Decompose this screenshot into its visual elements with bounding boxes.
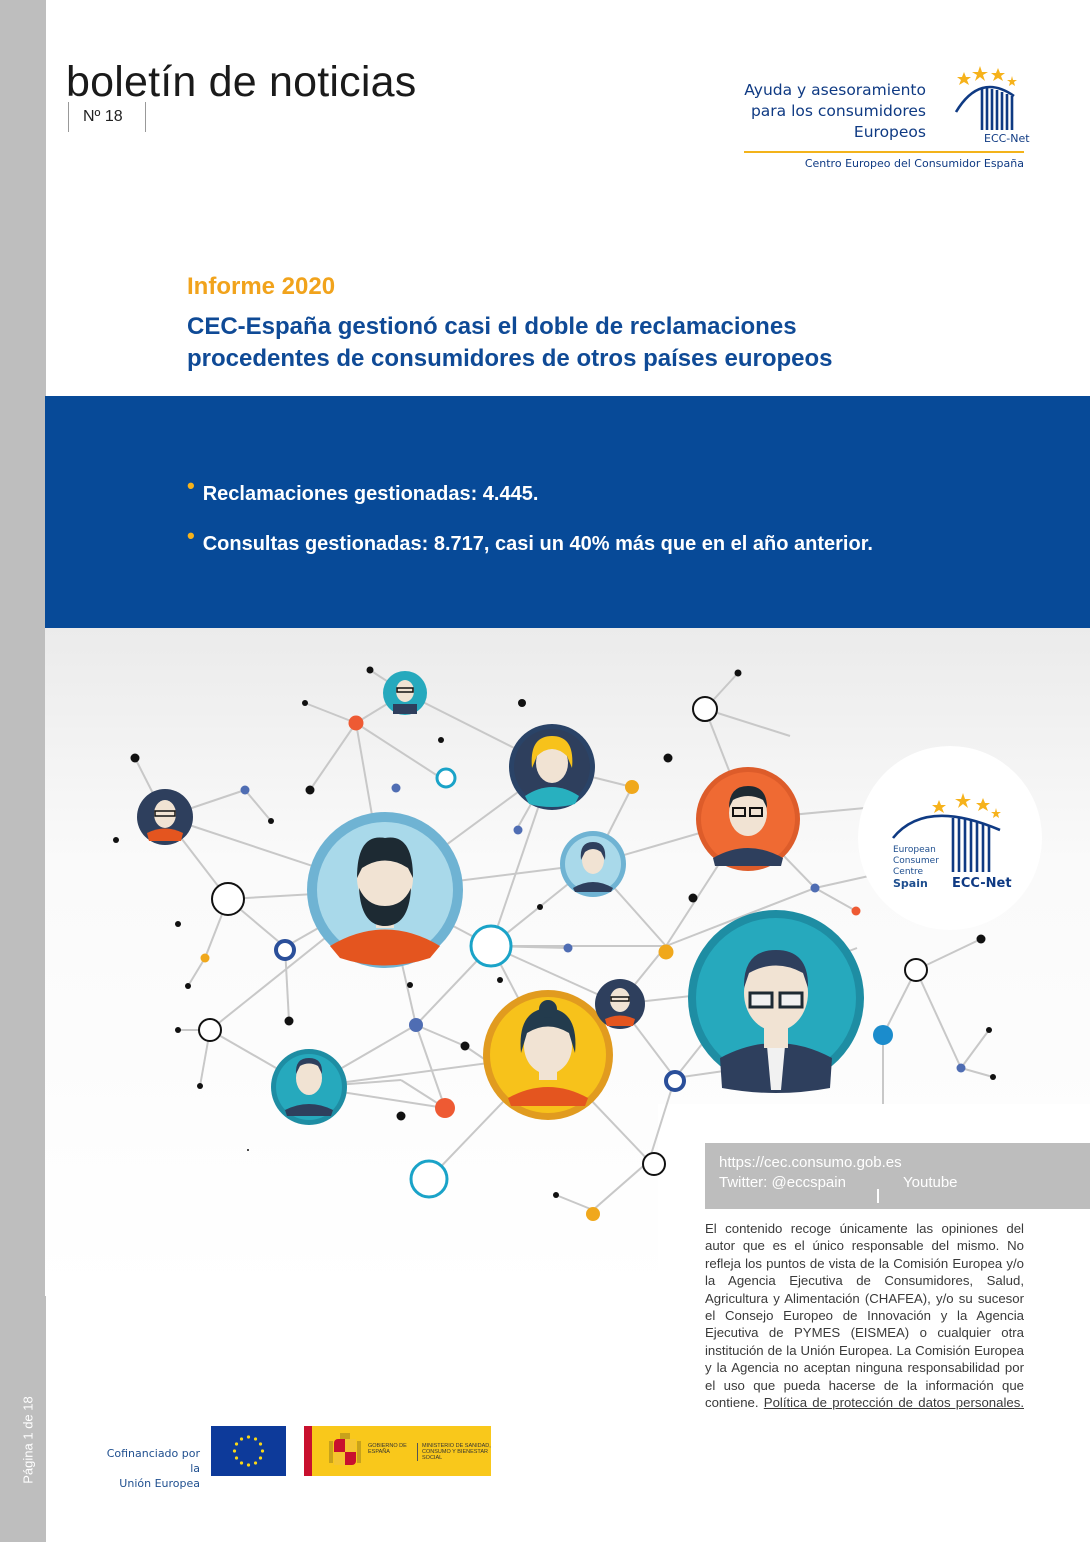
spain-government-logo <box>304 1426 491 1476</box>
logo-subtitle: Centro Europeo del Consumidor España <box>804 157 1024 170</box>
page-number: Página 1 de 18 <box>20 1396 36 1484</box>
contact-box <box>705 1143 1090 1209</box>
avatar-man-bottom <box>271 1049 347 1125</box>
issue-number: Nº 18 <box>68 102 146 132</box>
badge-line: European <box>893 845 936 855</box>
flag-stripe <box>312 1426 318 1476</box>
youtube-link[interactable]: Youtube <box>903 1174 958 1191</box>
contact-separator <box>877 1189 879 1203</box>
logo-divider <box>744 151 1024 153</box>
badge-line: Centre <box>893 867 924 877</box>
highlight-item <box>187 523 873 556</box>
logo-mark-text: ECC-Net <box>984 132 1030 144</box>
headline-line-1: CEC-España gestionó casi el doble de reclamaciones <box>187 313 797 340</box>
headline-line-2: procedentes de consumidores de otros países europeos <box>187 345 833 372</box>
cofinanced-label <box>96 1446 200 1491</box>
avatar-man-teal-small <box>383 671 427 715</box>
avatar-woman-yellow <box>509 724 595 810</box>
privacy-policy-link[interactable]: Política de protección de datos personales. <box>763 1395 1024 1411</box>
gov-name: GOBIERNO DE ESPAÑA <box>368 1443 407 1455</box>
cofinanced-line: Cofinanciado por la <box>106 1447 200 1475</box>
eu-flag-icon <box>211 1426 286 1476</box>
side-strip <box>0 0 46 1542</box>
disclaimer <box>705 1220 1024 1411</box>
logo-line-2: para los consumidores <box>750 102 926 120</box>
logo-line-1: Ayuda y asesoramiento <box>744 81 926 99</box>
badge-line: Consumer <box>893 856 939 866</box>
badge-country: Spain <box>893 877 928 890</box>
badge-text <box>893 845 939 889</box>
newsletter-title: boletín de noticias <box>66 58 417 106</box>
website-link[interactable]: https://cec.consumo.gob.es <box>719 1154 902 1171</box>
avatar-man-mid <box>595 979 645 1029</box>
highlight-text: Reclamaciones gestionadas: 4.445. <box>202 483 539 505</box>
twitter-link[interactable]: Twitter: @eccspain <box>719 1174 846 1191</box>
avatar-woman-orange <box>483 990 613 1120</box>
bullet-icon: • <box>187 473 195 498</box>
highlight-text: Consultas gestionadas: 8.717, casi un 40% más que en el año anterior. <box>202 533 873 555</box>
badge-mark: ECC-Net <box>952 876 1012 891</box>
ecc-spain-badge <box>858 746 1042 930</box>
highlights-band <box>45 396 1090 628</box>
avatar-left-small <box>137 789 193 845</box>
ecc-logo-text <box>744 80 926 143</box>
cofinanced-line: Unión Europea <box>119 1477 200 1490</box>
disclaimer-text: El contenido recoge únicamente las opiniones del autor que es el único responsable del mismo. No refleja los puntos de vista de la Comisión Europea y/o la Agencia Ejecutiva de Consumidores, Salud, Agricultura y Alimentación (CHAFEA), y/o su sucesor el Consejo Europeo de Innovación y la Agencia Ejecutiva de PYMES (EISMEA) o cualquier otra institución de la Unión Europea. La Comisión Europea y la Agencia no aceptan ninguna responsabilidad por el uso que pueda hacerse de la información que contiene. <box>705 1221 1024 1411</box>
coat-of-arms-icon <box>328 1431 362 1471</box>
ministry-name: MINISTERIO DE SANIDAD, CONSUMO Y BIENESTAR SOCIAL <box>417 1443 492 1461</box>
article-headline <box>187 311 1047 375</box>
bullet-icon: • <box>187 523 195 548</box>
highlight-item <box>187 473 539 506</box>
flag-stripe <box>304 1426 312 1476</box>
avatar-bearded-man <box>307 812 463 968</box>
logo-line-3: Europeos <box>853 123 926 141</box>
avatar-man-glasses-orange <box>696 767 800 871</box>
ecc-net-logo-icon <box>950 62 1030 144</box>
article-kicker: Informe 2020 <box>187 273 336 300</box>
avatar-woman-small <box>560 831 626 897</box>
